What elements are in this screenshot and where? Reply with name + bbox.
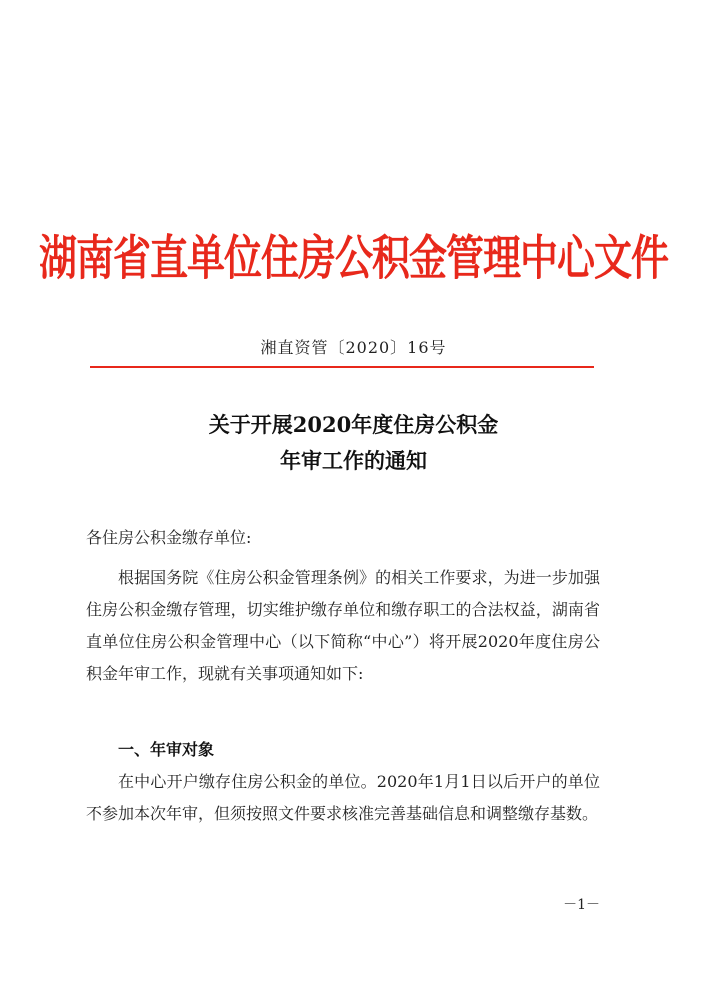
document-number: 湘直资管〔2020〕16号	[260, 338, 447, 357]
paragraph-audit-scope: 在中心开户缴存住房公积金的单位。2020年1月1日以后开户的单位不参加本次年审，但须按照文件要求核准完善基础信息和调整缴存基数。	[86, 772, 600, 823]
red-divider-line	[90, 366, 594, 368]
title-line-1: 关于开展2020年度住房公积金	[208, 412, 499, 437]
document-title	[0, 407, 707, 479]
paragraph-intro: 根据国务院《住房公积金管理条例》的相关工作要求，为进一步加强住房公积金缴存管理，切实维护缴存单位和缴存职工的合法权益，湖南省直单位住房公积金管理中心（以下简称“中心”）将开展2020年度住房公积金年审工作，现就有关事项通知如下:	[86, 568, 600, 683]
section-heading-1: 一、年审对象	[118, 740, 215, 759]
page-number: －1－	[563, 897, 600, 913]
salutation: 各住房公积金缴存单位:	[86, 528, 252, 547]
title-line-2: 年审工作的通知	[280, 448, 427, 473]
issuer-header: 湖南省直单位住房公积金管理中心文件	[38, 230, 668, 286]
